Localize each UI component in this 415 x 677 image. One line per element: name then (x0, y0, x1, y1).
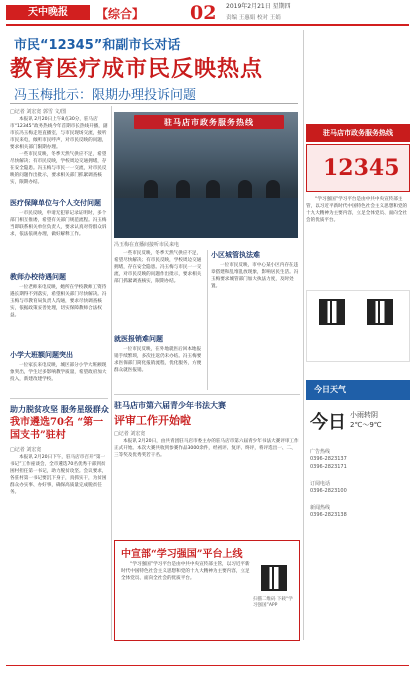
second-kicker: 助力脱贫攻坚 服务星级群众 (10, 405, 109, 414)
sidebar-paragraph: “学习强国”学习平台是由中共中央宣传部主管，以习近平新时代中国特色社会主义思想和党的十九大精神为主要内容，立足全体党员、面向全社会的优质平台。 (306, 197, 408, 223)
subscription-phone: 0396-2823100 (310, 488, 347, 494)
subsection-title: 小区城管执法难 (211, 251, 260, 259)
subsection-paragraph: 一位市民反映，市中心某小区内存在违章搭建和乱堆乱放现象，影响居民生活。冯玉梅要求城管部门加大执法力度，及时处置。 (211, 263, 299, 289)
subsection-body (10, 284, 108, 346)
column-divider (207, 250, 208, 390)
second-body (10, 454, 108, 640)
promo-paragraph: “学习强国”学习平台是由中共中央宣传部主管，以习近平新时代中国特色社会主义思想和党的十九大精神为主要内容，立足全体党员、面向全社会的优质平台。 (121, 562, 250, 581)
subscription-label: 订阅电话 (310, 481, 331, 487)
tipline-phone: 0396-2823138 (310, 512, 347, 518)
subsection-title: 教师办校待遇问题 (10, 273, 66, 281)
tipline-label: 新闻热线 (310, 505, 331, 511)
subsection-paragraph: 一位市民反映，在外地就医后回本地报销手续繁琐，多次往返仍未办结。冯玉梅要求医保部门简化报销流程，优化服务，方便群众就医报销。 (114, 347, 202, 373)
subsection-body (10, 210, 108, 268)
page-number: 02 (190, 2, 217, 24)
subsection-body (211, 262, 299, 390)
third-headline: 评审工作开始啦 (114, 414, 191, 427)
third-paragraph: 本报讯 2月20日，由共青团驻马店市委主办的驻马店市第六届青少年书法大赛评审工作正式开始。本次大赛共收到参赛作品3000余件，经初评、复评、终评，将评选出一、二、三等奖及优秀奖若干名。 (114, 439, 299, 458)
photo-caption: 冯玉梅在直播间接听市民来电 (114, 242, 180, 248)
third-body (114, 438, 300, 536)
lead-paragraph: 一些市民反映，冬季天然气供应不足，希望尽快解决；有市民反映，学校周边交通拥堵，存在安全隐患。冯玉梅与市民一一交流，对市民反映的问题作出批示，要求相关部门抓紧调查核实，限期办结。 (10, 152, 107, 185)
lead-kicker: 市民“12345”和副市长对话 (14, 38, 181, 53)
second-paragraph: 本报讯 2月20日下午，驻马店市召开“第一书记”工作座谈会，全市遴选70名优秀干部到贫困村担任第一书记，助力脱贫攻坚。会议要求，各驻村第一书记要沉下身子，真抓实干，为贫困群众办实事、办好事，确保高质量完成脱贫任务。 (10, 455, 107, 495)
section-label: 【综合】 (96, 7, 145, 21)
subsection-title: 小学大班额问题突出 (10, 351, 73, 359)
sidebar-text (306, 196, 410, 286)
subsection-paragraph: 一位老师来电反映，她所在学校教师工资待遇长期得不到落实，希望相关部门尽快解决。冯玉梅与市教育局负责人沟通，要求尽快调查核实，依据政策妥善处理，切实保障教师合法权益。 (10, 285, 107, 318)
promo-body (121, 561, 251, 635)
sidebar-qr-block (306, 290, 410, 362)
lead-headline: 教育医疗成市民反映热点 (10, 56, 264, 82)
second-byline: □记者 刘宏宽 (10, 447, 42, 453)
photo-desk (114, 198, 298, 238)
footer-rule (6, 665, 409, 666)
middle-paragraph: 一些市民反映，冬季天然气供应不足，希望尽快解决；有市民反映，学校周边交通拥堵，存在安全隐患。冯玉梅与市民一一交流，对市民反映的问题作出批示，要求相关部门抓紧调查核实，限期办结。 (114, 251, 202, 284)
headline-divider (10, 103, 298, 104)
photo-banner-text: 驻马店市政务服务热线 (164, 117, 254, 127)
weather-temp: 2℃～9℃ (350, 421, 382, 429)
hotline-number: 12345 (323, 155, 400, 181)
masthead-rule (6, 24, 409, 26)
subsection-title: 医疗保障单位与个人交付问题 (10, 199, 101, 207)
column-divider (111, 106, 112, 640)
lead-byline: □记者 刘宏宽 郭雪 文/图 (10, 109, 67, 115)
weather-header (306, 380, 410, 400)
qr-code-icon[interactable] (261, 565, 287, 591)
contact-label: 广告热线 (310, 449, 331, 455)
qr-code-icon[interactable] (367, 299, 393, 325)
contact-phone: 0396-2823137 (310, 456, 347, 462)
editors-line: 责编 王惠娟 校对 王娟 (226, 15, 281, 21)
issue-date: 2019年2月21日 星期四 (226, 3, 291, 10)
hotline-ad (306, 144, 410, 192)
promo-title: 中宣部“学习强国”平台上线 (121, 549, 243, 560)
qr-code-icon[interactable] (319, 299, 345, 325)
subsection-title: 就医报销难问题 (114, 335, 163, 343)
lead-subhead: 冯玉梅批示：限期办理投诉问题 (14, 88, 197, 103)
lead-body (10, 116, 108, 194)
sidebar-divider (303, 30, 304, 640)
subsection-body (114, 346, 204, 390)
qr-label: 扫描二维码 下载“学习强国”APP (253, 597, 293, 608)
second-headline: 我市遴选70名 “第一国支书”驻村 (10, 417, 104, 441)
subsection-paragraph: 一市民反映，申请无犯罪记录证明时，多个部门相互推诿，希望有关部门规范流程。冯玉梅当即联系相关单位负责人，要求认真对待群众诉求，依法依规办理，做好解释工作。 (10, 211, 107, 237)
contact-phone: 0396-2823171 (310, 464, 347, 470)
masthead-logo: 天中晚报 (6, 5, 90, 20)
weather-desc: 小雨转阴 (350, 411, 378, 419)
weather-label: 今日天气 (314, 385, 346, 394)
subsection-paragraph: 一位家长来电反映，城区部分小学大班额现象突出，学生过多影响教学质量，希望政府加大投入，新建改建学校。 (10, 363, 107, 382)
subsection-body (10, 362, 108, 394)
third-byline: □记者 刘宏宽 (114, 431, 146, 437)
middle-body (114, 250, 204, 330)
photo-banner (134, 115, 284, 129)
column-divider (114, 394, 300, 395)
news-photo (114, 112, 298, 238)
weather-today: 今日 (310, 412, 346, 433)
column-divider (10, 398, 108, 399)
third-kicker: 驻马店市第六届青少年书法大赛 (114, 401, 226, 410)
sidebar-ad-title: 驻马店市政务服务热线 (306, 124, 410, 142)
lead-paragraph: 本报讯 2月20日上午8点30分，驻马店市“12345”政务热线今年首期市长热线开播，副市长冯玉梅走进直播室，与市民现场交流，接听市民来电，倾听市民呼声，对市民反映的问题，要求相关部门限期办理。 (10, 117, 108, 150)
promo-box (114, 540, 300, 641)
